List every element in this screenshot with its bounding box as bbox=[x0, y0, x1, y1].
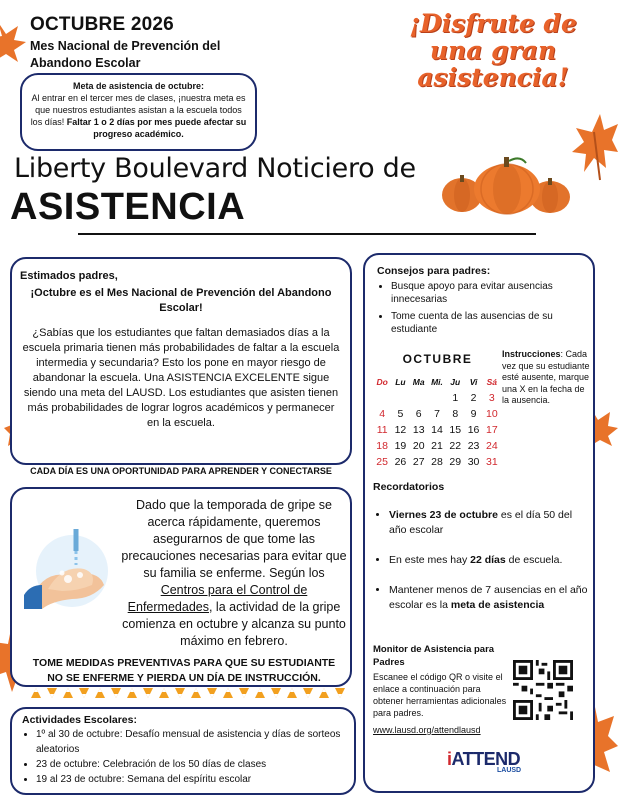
candy-corn-border bbox=[28, 688, 348, 698]
calendar-day[interactable]: 12 bbox=[394, 424, 407, 436]
candy-corn-tip bbox=[146, 694, 150, 698]
attendance-goal-box bbox=[20, 73, 257, 151]
calendar-day[interactable]: 26 bbox=[394, 456, 407, 468]
candy-corn-tip bbox=[178, 694, 182, 698]
candy-corn-tip bbox=[274, 694, 278, 698]
goal-title: Meta de asistencia de octubre: bbox=[72, 81, 205, 91]
calendar-weekday-row bbox=[373, 374, 501, 390]
calendar-title: OCTUBRE bbox=[402, 352, 473, 366]
activities-list bbox=[36, 727, 344, 787]
calendar-day[interactable]: 17 bbox=[485, 424, 498, 436]
calendar-week-row bbox=[373, 406, 501, 422]
calendar-day[interactable]: 6 bbox=[415, 408, 422, 420]
handwashing-icon bbox=[22, 529, 118, 609]
calendar-day[interactable]: 5 bbox=[397, 408, 404, 420]
reminder-bold: Viernes 23 de octubre bbox=[389, 509, 498, 521]
calendar-day[interactable]: 9 bbox=[470, 408, 477, 420]
candy-corn-tip bbox=[98, 688, 102, 692]
calendar-day[interactable]: 13 bbox=[412, 424, 425, 436]
masthead-title: ASISTENCIA bbox=[10, 186, 246, 228]
calendar-day[interactable]: 1 bbox=[452, 392, 459, 404]
qr-code-icon[interactable] bbox=[513, 659, 573, 721]
candy-corn-tip bbox=[162, 688, 166, 692]
calendar-day[interactable]: 2 bbox=[470, 392, 477, 404]
calendar-day[interactable]: 15 bbox=[449, 424, 462, 436]
calendar-day[interactable]: 10 bbox=[485, 408, 498, 420]
calendar-day[interactable]: 14 bbox=[431, 424, 443, 436]
goal-text: Al entrar en el tercer mes de clases, ¡nuestra meta es que nuestros estudiantes asistan a la escuela todos los días! bbox=[30, 93, 246, 127]
tip-item: • Busque apoyo para evitar ausencias innecesarias bbox=[391, 280, 587, 306]
calendar-day[interactable]: 3 bbox=[488, 392, 495, 404]
weekday-label: Sá bbox=[486, 377, 498, 387]
activities-title: Actividades Escolares: bbox=[22, 714, 137, 726]
reminder-bold: meta de asistencia bbox=[450, 599, 545, 611]
attend-lausd-logo bbox=[447, 749, 539, 774]
calendar-week-row bbox=[373, 438, 501, 454]
candy-corn-tip bbox=[82, 694, 86, 698]
tip-item: • Tome cuenta de las ausencias de su estudiante bbox=[391, 310, 587, 336]
calendar-day[interactable]: 20 bbox=[412, 440, 425, 452]
tips-title: Consejos para padres: bbox=[377, 265, 491, 277]
school-activities-box bbox=[10, 707, 356, 795]
attend-logo-sub: LAUSD bbox=[497, 767, 522, 774]
reminder-item bbox=[389, 553, 591, 568]
every-day-banner: CADA DÍA ES UNA OPORTUNIDAD PARA APRENDER Y CONECTARSE bbox=[30, 466, 332, 476]
calendar-day[interactable]: 25 bbox=[376, 456, 388, 468]
newsletter-month-year: OCTUBRE 2026 bbox=[30, 14, 174, 35]
attend-logo-main: ATTEND bbox=[451, 749, 521, 769]
flu-text bbox=[120, 497, 348, 650]
calendar-day[interactable]: 29 bbox=[449, 456, 462, 468]
cdc-link[interactable]: Centros para el Control de Enfermedades bbox=[127, 583, 308, 614]
reminder-item bbox=[389, 508, 591, 538]
calendar-instructions bbox=[502, 349, 590, 407]
calendar-day[interactable]: 4 bbox=[379, 408, 386, 420]
candy-corn-tip bbox=[194, 688, 198, 692]
candy-corn-tip bbox=[306, 694, 310, 698]
candy-corn-tip bbox=[322, 688, 326, 692]
attend-logo-i: i bbox=[447, 749, 452, 769]
calendar-day[interactable]: 23 bbox=[467, 440, 480, 452]
reminder-text: de escuela. bbox=[505, 554, 563, 566]
instructions-text: : Cada vez que su estudiante esté ausente, marque una X en la fecha de la ausencia. bbox=[502, 349, 590, 405]
newsletter-subtitle: Mes Nacional de Prevención del Abandono Escolar bbox=[30, 39, 221, 70]
parents-greeting: Estimados padres, bbox=[20, 270, 118, 282]
activity-item: • 1º al 30 de octubre: Desafío mensual de asistencia y días de sorteos aleatorios bbox=[36, 727, 344, 757]
script-headline: ¡Disfrute de una gran asistencia! bbox=[409, 9, 577, 92]
flu-prevention-callout: TOME MEDIDAS PREVENTIVAS PARA QUE SU ESTUDIANTE NO SE ENFERME Y PIERDA UN DÍA DE INSTRUCCIÓN. bbox=[32, 657, 336, 684]
candy-corn-tip bbox=[210, 694, 214, 698]
calendar-day[interactable]: 27 bbox=[412, 456, 425, 468]
calendar-day[interactable]: 28 bbox=[431, 456, 443, 468]
calendar-day[interactable] bbox=[391, 390, 409, 406]
autumn-leaf-icon bbox=[570, 112, 618, 182]
calendar-day[interactable]: 19 bbox=[394, 440, 407, 452]
monitor-title: Monitor de Asistencia para Padres bbox=[373, 644, 495, 668]
calendar-week-row bbox=[373, 454, 501, 470]
candy-corn-tip bbox=[34, 688, 38, 692]
calendar-day[interactable]: 30 bbox=[467, 456, 480, 468]
instructions-label: Instrucciones bbox=[502, 349, 561, 359]
reminder-bold: 22 días bbox=[470, 554, 506, 566]
parents-letter-box bbox=[10, 257, 352, 465]
candy-corn-tip bbox=[258, 688, 262, 692]
calendar-day[interactable] bbox=[373, 390, 391, 406]
attendance-calendar bbox=[373, 374, 501, 470]
flu-text-after: , la actividad de la gripe comienza en octubre y alcanza su punto máximo en febrero. bbox=[122, 600, 346, 648]
calendar-day[interactable] bbox=[410, 390, 428, 406]
candy-corn-tip bbox=[114, 694, 118, 698]
weekday-label: Do bbox=[376, 377, 388, 387]
calendar-day[interactable]: 21 bbox=[431, 440, 443, 452]
weekday-label: Mi. bbox=[431, 377, 443, 387]
calendar-day[interactable]: 8 bbox=[452, 408, 459, 420]
candy-corn-tip bbox=[242, 694, 246, 698]
reminder-text: es el día 50 del año escolar bbox=[389, 509, 573, 536]
reminders-list bbox=[375, 508, 591, 628]
reminder-item bbox=[389, 583, 591, 613]
calendar-day[interactable]: 24 bbox=[485, 440, 498, 452]
calendar-day[interactable]: 16 bbox=[467, 424, 480, 436]
calendar-day[interactable]: 22 bbox=[449, 440, 462, 452]
reminder-pre: En este mes hay bbox=[389, 554, 471, 566]
calendar-weeks bbox=[373, 390, 501, 470]
flu-text-before: Dado que la temporada de gripe se acerca rápidamente, queremos asegurarnos de que tome las precauciones necesarias para evitar que su familia se enferme. Según los bbox=[121, 498, 347, 580]
reminders-title: Recordatorios bbox=[373, 481, 445, 493]
calendar-week-row bbox=[373, 422, 501, 438]
weekday-label: Lu bbox=[395, 377, 406, 387]
masthead-line1: Liberty Boulevard Noticiero de bbox=[14, 153, 416, 184]
attend-lausd-link[interactable]: www.lausd.org/attendlausd bbox=[373, 725, 481, 735]
monitor-text: Escanee el código QR o visite el enlace a continuación para obtener herramientas adicionales para padres. bbox=[373, 672, 507, 718]
candy-corn-tip bbox=[338, 694, 342, 698]
weekday-label: Ma bbox=[412, 377, 425, 387]
reminder-pre: Mantener menos de 7 ausencias en el año escolar es la bbox=[389, 584, 588, 611]
tips-list bbox=[377, 280, 587, 340]
activity-item: • 23 de octubre: Celebración de los 50 días de clases bbox=[36, 757, 344, 772]
parents-body: ¿Sabías que los estudiantes que faltan demasiados días a la escuela primaria tienen más probabilidades de faltar a la escuela intermedia y secundaria? Esto los pone en mayor riesgo de abandonar la escuela. Una ASISTENCIA EXCELENTE sigue siendo una meta del LAUSD. Los estudiantes que asisten tienen más probabilidades de lograr logros académicos y permanecer en la escuela. bbox=[22, 327, 340, 429]
right-sidebar-box bbox=[363, 253, 595, 793]
candy-corn-tip bbox=[130, 688, 134, 692]
calendar-day[interactable]: 11 bbox=[376, 424, 388, 436]
title-divider bbox=[78, 233, 536, 235]
calendar-day[interactable] bbox=[428, 390, 446, 406]
flu-season-box bbox=[10, 487, 352, 687]
candy-corn-tip bbox=[290, 688, 294, 692]
calendar-day[interactable]: 18 bbox=[376, 440, 388, 452]
activity-item: • 19 al 23 de octubre: Semana del espíritu escolar bbox=[36, 772, 344, 787]
candy-corn-tip bbox=[66, 688, 70, 692]
goal-bold-text: Faltar 1 o 2 días por mes puede afectar su progreso académico. bbox=[66, 117, 247, 139]
calendar-day[interactable]: 7 bbox=[434, 408, 440, 420]
calendar-day[interactable]: 31 bbox=[485, 456, 498, 468]
weekday-label: Vi bbox=[469, 377, 478, 387]
candy-corn-tip bbox=[50, 694, 54, 698]
pumpkins-illustration bbox=[440, 155, 574, 215]
calendar-week-row bbox=[373, 390, 501, 406]
autumn-leaf-icon bbox=[0, 20, 26, 64]
weekday-label: Ju bbox=[450, 377, 461, 387]
parents-heading: ¡Octubre es el Mes Nacional de Prevención del Abandono Escolar! bbox=[30, 287, 332, 314]
candy-corn-tip bbox=[226, 688, 230, 692]
